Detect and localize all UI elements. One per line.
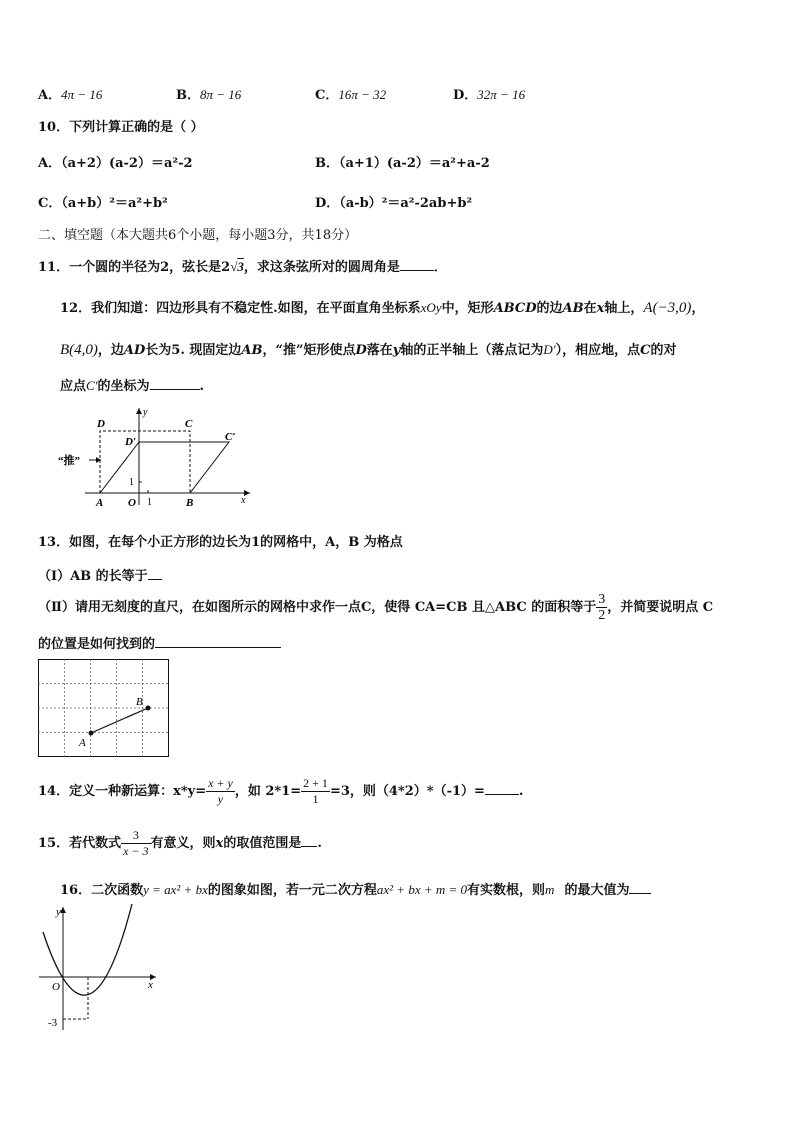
q16-figure [36, 904, 166, 1034]
label-one-y: 1 [129, 477, 134, 488]
point-B [146, 706, 151, 711]
label-C: C [185, 418, 193, 430]
q13-part1: （Ⅰ）AB 的长等于 [38, 565, 162, 584]
label-D: D [97, 418, 105, 430]
label-C-prime: C′ [225, 431, 236, 443]
q10-option-a: A．（a+2）(a-2）＝a²-2 [38, 156, 193, 171]
segment-AB [91, 708, 148, 733]
q16: 16．二次函数y = ax² + bx的图象如图，若一元二次方程ax² + bx + m = 0有实数根，则m 的最大值为 [60, 879, 651, 898]
label-y-axis: y [143, 407, 148, 418]
label-B: B [186, 497, 194, 509]
q12-line1: 12．我们知道：四边形具有不稳定性.如图，在平面直角坐标系xOy中，矩形ABCD的边AB在x轴上，A(−3,0)， [60, 300, 705, 316]
point-A [89, 731, 94, 736]
q13-part2-line2: 的位置是如何找到的 [38, 633, 281, 652]
answer-blank [301, 834, 317, 847]
answer-blank [400, 258, 434, 271]
q10-option-b: B．（a+1）(a-2）＝a²+a-2 [315, 156, 490, 171]
label-A: A [79, 737, 86, 749]
q12-line2: B(4,0)，边AD长为5. 现固定边AB，“推”矩形使点D落在y轴的正半轴上（落点记为D′），相应地，点C的对 [60, 342, 677, 358]
label-A: A [96, 497, 104, 509]
q10-option-c: C．（a+b）²＝a²+b² [38, 196, 168, 211]
label-x-axis: x [241, 495, 246, 506]
pushed-parallelogram [100, 442, 229, 493]
q13-stem: 13．如图，在每个小正方形的边长为1的网格中，A，B 为格点 [38, 535, 403, 550]
q10-option-d: D．（a-b）²＝a²-2ab+b² [315, 196, 473, 211]
fraction-2-plus-1-over-1: $\frac{2 + 1}{1}$ [303, 776, 328, 806]
q9-option-a: A．4π − 16 [38, 87, 103, 103]
label-neg3: -3 [48, 1017, 58, 1029]
label-D-prime: D′ [125, 436, 137, 448]
label-y: y [56, 906, 61, 918]
fraction-3-2: $\frac{3}{2}$ [598, 592, 606, 623]
fraction-3-over-x-minus-3: $\frac{3}{x - 3}$ [123, 828, 149, 858]
label-x: x [148, 979, 153, 991]
q13-part2: （Ⅱ）请用无刻度的直尺，在如图所示的网格中求作一点C，使得 CA=CB 且△ABC 的面积等于 $\frac{3}{2}$ ，并简要说明点 C [38, 592, 714, 623]
q9-option-d: D．32π − 16 [453, 87, 526, 103]
label-push: “推” [58, 455, 80, 467]
fraction-x-plus-y-over-y: $\frac{x + y}{y}$ [208, 776, 233, 806]
y-axis-arrow [136, 408, 142, 414]
q9-option-b: B．8π − 16 [176, 87, 242, 103]
answer-blank [629, 881, 651, 894]
q14: 14．定义一种新运算：x*y= $\frac{x + y}{y}$ ，如 2*1= $\frac{2 + 1}{1}$ =3，则（4*2）*（-1）= . [38, 776, 524, 806]
answer-blank [148, 567, 162, 580]
section-heading: 二、填空题（本大题共6个小题，每小题3分，共18分） [38, 228, 358, 243]
original-rectangle [100, 431, 190, 493]
q12-figure [55, 405, 255, 515]
q13-grid-figure [38, 659, 178, 759]
answer-blank [155, 635, 281, 648]
q10-stem: 10．下列计算正确的是（ ） [38, 120, 204, 135]
q12-line3: 应点C′的坐标为 . [60, 378, 205, 394]
q11: 11．一个圆的半径为2，弦长是2√3，求这条弦所对的圆周角是 ． [38, 259, 447, 275]
label-O: O [128, 497, 136, 509]
label-O: O [52, 981, 60, 993]
answer-blank [150, 377, 200, 390]
q15: 15．若代数式 $\frac{3}{x - 3}$ 有意义，则x的取值范围是 . [38, 828, 322, 858]
label-one-x: 1 [147, 497, 152, 508]
label-B: B [136, 696, 143, 708]
q9-option-c: C．16π − 32 [315, 87, 387, 103]
sqrt-sign: √ [230, 259, 238, 274]
y-axis-arrow [60, 907, 66, 913]
answer-blank [485, 782, 519, 795]
